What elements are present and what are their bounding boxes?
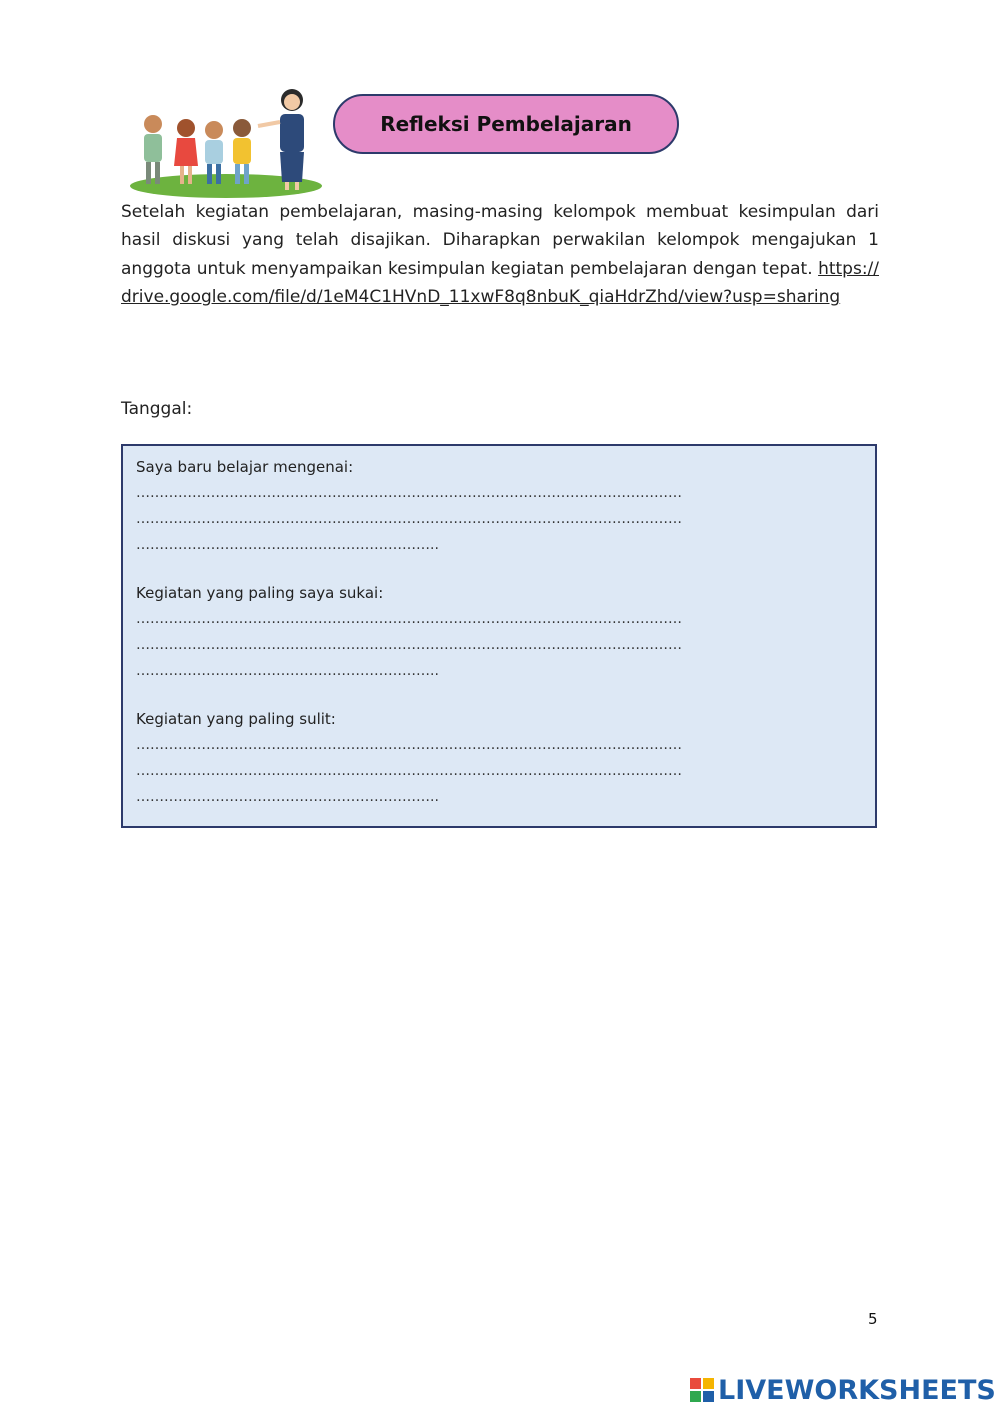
answer-line[interactable]: ……………………………………………………………………………………………………… — [136, 511, 682, 527]
reflection-box — [121, 444, 877, 828]
teacher-students-illustration — [128, 82, 324, 198]
drive-link[interactable]: https://drive.google.com/file/d/1eM4C1HVnD_11xwF8q8nbuK_qiaHdrZhd/view?usp=sharing — [121, 258, 879, 308]
title-banner — [333, 94, 679, 154]
liveworksheets-logo-icon — [690, 1378, 714, 1402]
answer-line[interactable]: ……………………………………………………………………………………………………… — [136, 763, 682, 779]
answer-line[interactable]: ……………………………………………………………………………………………………… — [136, 611, 682, 627]
reflection-section-learned — [136, 454, 863, 558]
answer-line[interactable]: ……………………………………………………….. — [136, 789, 439, 805]
page-number: 5 — [868, 1310, 878, 1328]
section-title: Kegiatan yang paling sulit: — [136, 710, 336, 728]
answer-line[interactable]: ……………………………………………………….. — [136, 537, 439, 553]
instruction-text: Setelah kegiatan pembelajaran, masing-masing kelompok membuat kesimpulan dari hasil diskusi yang telah disajikan. Diharapkan perwakilan kelompok mengajukan 1 anggota untuk menyampaikan kesimpulan kegiatan pembelajaran dengan tepat. — [121, 202, 879, 279]
date-label: Tanggal: — [121, 399, 193, 419]
reflection-section-favorite — [136, 580, 863, 684]
page-title: Refleksi Pembelajaran — [380, 112, 632, 136]
reflection-section-difficult — [136, 706, 863, 810]
instruction-paragraph — [121, 198, 879, 312]
liveworksheets-brand — [690, 1374, 996, 1406]
answer-line[interactable]: ……………………………………………………………………………………………………… — [136, 485, 682, 501]
answer-line[interactable]: ……………………………………………………….. — [136, 663, 439, 679]
section-title: Saya baru belajar mengenai: — [136, 458, 354, 476]
answer-line[interactable]: ……………………………………………………………………………………………………… — [136, 737, 682, 753]
section-title: Kegiatan yang paling saya sukai: — [136, 584, 384, 602]
brand-name: LIVEWORKSHEETS — [718, 1374, 996, 1406]
answer-line[interactable]: ……………………………………………………………………………………………………… — [136, 637, 682, 653]
